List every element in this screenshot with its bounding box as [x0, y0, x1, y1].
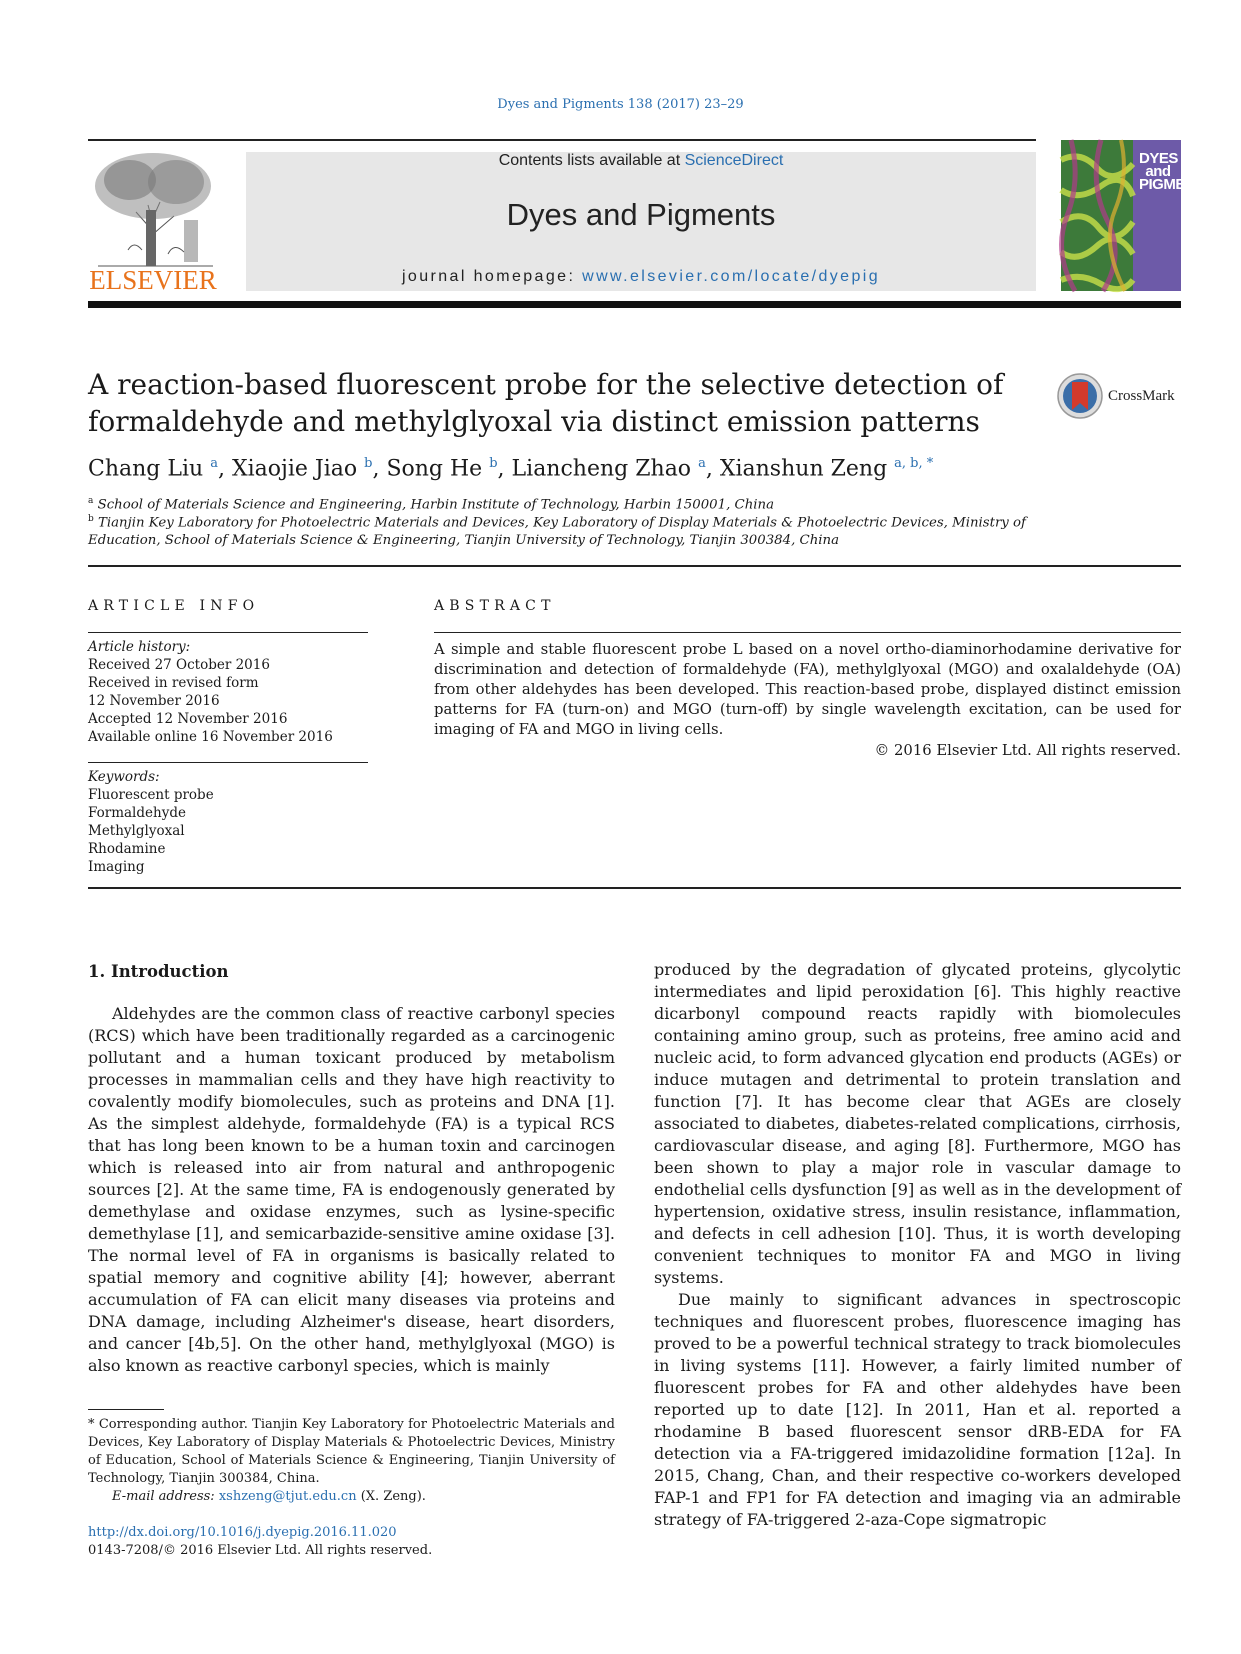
email-suffix: (X. Zeng). — [356, 1489, 426, 1504]
crossmark-icon — [1056, 372, 1104, 420]
history-line: Received 27 October 2016 — [88, 657, 270, 673]
history-line: Available online 16 November 2016 — [88, 729, 333, 745]
keyword: Methylglyoxal — [88, 823, 185, 839]
header-thick-rule — [88, 301, 1181, 308]
keyword: Formaldehyde — [88, 805, 186, 821]
homepage-link[interactable]: www.elsevier.com/locate/dyepig — [582, 268, 881, 285]
author-name[interactable]: Xiaojie Jiao — [231, 456, 358, 482]
article-info-heading: ARTICLE INFO — [88, 598, 260, 614]
body-left-column — [88, 1003, 615, 1377]
header-rule — [88, 139, 1036, 141]
author-name[interactable]: Chang Liu — [88, 456, 204, 482]
article-history — [88, 638, 368, 746]
journal-citation[interactable]: Dyes and Pigments 138 (2017) 23–29 — [497, 97, 744, 112]
body-paragraph: produced by the degradation of glycated proteins, glycolytic intermediates and lipid peroxidation [6]. This highly reactive dicarbonyl compound reacts rapidly with biomolecules containing amino group, such as proteins, free amino acid and nucleic acid, to form advanced glycation end products (AGEs) or induce mutagen and detrimental to protein translation and function [7]. It has become clear that AGEs are closely associated to diabetes, diabetes-related complications, cirrhosis, cardiovascular disease, and aging [8]. Furthermore, MGO has been shown to play a major role in vascular damage to endothelial cells dysfunction [9] as well as in the development of hypertension, oxidative stress, insulin resistance, inflammation, and defects in cell adhesion [10]. Thus, it is worth developing convenient techniques to monitor FA and MGO in living systems. — [654, 960, 1181, 1287]
abstract-copyright: © 2016 Elsevier Ltd. All rights reserved. — [874, 742, 1181, 759]
history-line: 12 November 2016 — [88, 693, 220, 709]
journal-homepage-line — [246, 268, 1036, 286]
crossmark-label: CrossMark — [1108, 388, 1175, 404]
abstract-rule — [434, 632, 1181, 633]
author-affiliation-mark[interactable]: a — [698, 456, 706, 471]
affiliation-mark: b — [88, 514, 94, 524]
corresponding-author-footnote — [88, 1416, 615, 1506]
elsevier-wordmark: ELSEVIER — [89, 265, 217, 295]
abstract-text: A simple and stable fluorescent probe L based on a novel ortho-diaminorhodamine derivative for discrimination and detection of formaldehyde (FA), methylglyoxal (MGO) and oxalaldehyde (OA) from other aldehydes has been developed. This reaction-based probe, displayed distinct emission patterns for FA (turn-on) and MGO (turn-off) by single wavelength excitation, can be used for imaging of FA and MGO in living cells. — [434, 641, 1181, 738]
keyword: Rhodamine — [88, 841, 166, 857]
email-line — [88, 1488, 615, 1506]
body-paragraph: Due mainly to significant advances in spectroscopic techniques and fluorescent probes, fluorescence imaging has proved to be a powerful technical strategy to track biomolecules in living systems [11]. However, a fairly limited number of fluorescent probes for FA and other aldehydes have been reported up to date [12]. In 2011, Han et al. reported a rhodamine B based fluorescent sensor dRB-EDA for FA detection via a FA-triggered imidazolidine formation [12a]. In 2015, Chang, Chan, and their respective co-workers developed FAP-1 and FP1 for FA detection and imaging via an admirable strategy of FA-triggered 2-aza-Cope sigmatropic — [654, 1290, 1181, 1529]
author-list: Chang Liu $^a$, Xiaojie Jiao $^b$, Song He $^b$, Liancheng Zhao $^a$, Xianshun Zeng $^{a, b, *}$ — [88, 456, 934, 482]
author-name[interactable]: Song He — [386, 456, 483, 482]
keywords-rule — [88, 762, 368, 763]
history-line: Accepted 12 November 2016 — [88, 711, 288, 727]
doi-link[interactable]: http://dx.doi.org/10.1016/j.dyepig.2016.11.020 — [88, 1525, 397, 1540]
section-heading-introduction: 1. Introduction — [88, 962, 229, 981]
journal-title: Dyes and Pigments — [506, 197, 776, 232]
crossmark-badge[interactable] — [1056, 372, 1175, 424]
corresponding-text: * Corresponding author. Tianjin Key Laboratory for Photoelectric Materials and Devices, Key Laboratory of Display Materials & Photoelectric Devices, Ministry of Education, School of Materials Science & Engineering, Tianjin University of Technology, Tianjin 300384, China. — [88, 1417, 615, 1486]
issn-line: 0143-7208/© 2016 Elsevier Ltd. All rights reserved. — [88, 1543, 433, 1558]
keywords-block — [88, 768, 368, 876]
author-affiliation-mark[interactable]: a — [210, 456, 218, 471]
doi-block — [88, 1524, 432, 1560]
email-link[interactable]: xshzeng@tjut.edu.cn — [218, 1489, 357, 1504]
body-right-column — [654, 959, 1181, 1531]
author-name[interactable]: Xianshun Zeng — [719, 456, 888, 482]
contents-available-line — [246, 152, 1036, 170]
affiliation-mark: a — [88, 496, 94, 506]
journal-cover-thumbnail[interactable] — [1061, 140, 1214, 291]
history-label: Article history: — [88, 639, 191, 655]
elsevier-logo[interactable] — [88, 150, 218, 298]
affiliation-b — [88, 510, 1098, 550]
author-affiliation-mark[interactable]: b — [364, 456, 373, 471]
author-affiliation-mark[interactable]: a, b, * — [894, 456, 934, 471]
author-affiliation-mark[interactable]: b — [489, 456, 498, 471]
cover-title: DYES and PIGMENTS — [1139, 150, 1214, 193]
affiliation-rule — [88, 565, 1181, 567]
email-label: E-mail address: — [112, 1489, 219, 1504]
elsevier-tree-icon — [88, 150, 218, 268]
abstract-bottom-rule — [88, 887, 1181, 889]
affiliation-text: Tianjin Key Laboratory for Photoelectric Materials and Devices, Key Laboratory of Display Materials & Photoelectric Devices, Ministry of Education, School of Materials Science & Engineering, Tianjin University of Technology, Tianjin 300384, China — [88, 515, 1026, 549]
keywords-label: Keywords: — [88, 769, 160, 785]
journal-banner — [246, 152, 1036, 291]
contents-prefix: Contents lists available at — [498, 152, 685, 169]
history-line: Received in revised form — [88, 675, 259, 691]
affiliation-text: School of Materials Science and Engineering, Harbin Institute of Technology, Harbin 150001, China — [97, 497, 775, 513]
author-name[interactable]: Liancheng Zhao — [511, 456, 692, 482]
keyword: Imaging — [88, 859, 145, 875]
keyword: Fluorescent probe — [88, 787, 214, 803]
body-paragraph: Aldehydes are the common class of reactive carbonyl species (RCS) which have been traditionally regarded as a carcinogenic pollutant and a human toxicant produced by metabolism processes in mammalian cells and they have high reactivity to covalently modify biomolecules, such as proteins and DNA [1]. As the simplest aldehyde, formaldehyde (FA) is a typical RCS that has long been known to be a human toxin and carcinogen which is released into air from natural and anthropogenic sources [2]. At the same time, FA is endogenously generated by demethylase and oxidase enzymes, such as lysine-specific demethylase [1], and semicarbazide-sensitive amine oxidase [3]. The normal level of FA in organisms is basically related to spatial memory and cognitive ability [4]; however, aberrant accumulation of FA can elicit many diseases via proteins and DNA damage, including Alzheimer's disease, heart disorders, and cancer [4b,5]. On the other hand, methylglyoxal (MGO) is also known as reactive carbonyl species, which is mainly — [88, 1004, 615, 1375]
article-title: A reaction-based fluorescent probe for the selective detection of formaldehyde and methylglyoxal via distinct emission patterns — [88, 368, 1004, 438]
abstract-heading: ABSTRACT — [434, 598, 556, 614]
sciencedirect-link[interactable]: ScienceDirect — [684, 152, 784, 169]
homepage-prefix: journal homepage: — [401, 268, 583, 285]
article-info-rule — [88, 632, 368, 633]
footnote-rule — [88, 1409, 164, 1410]
